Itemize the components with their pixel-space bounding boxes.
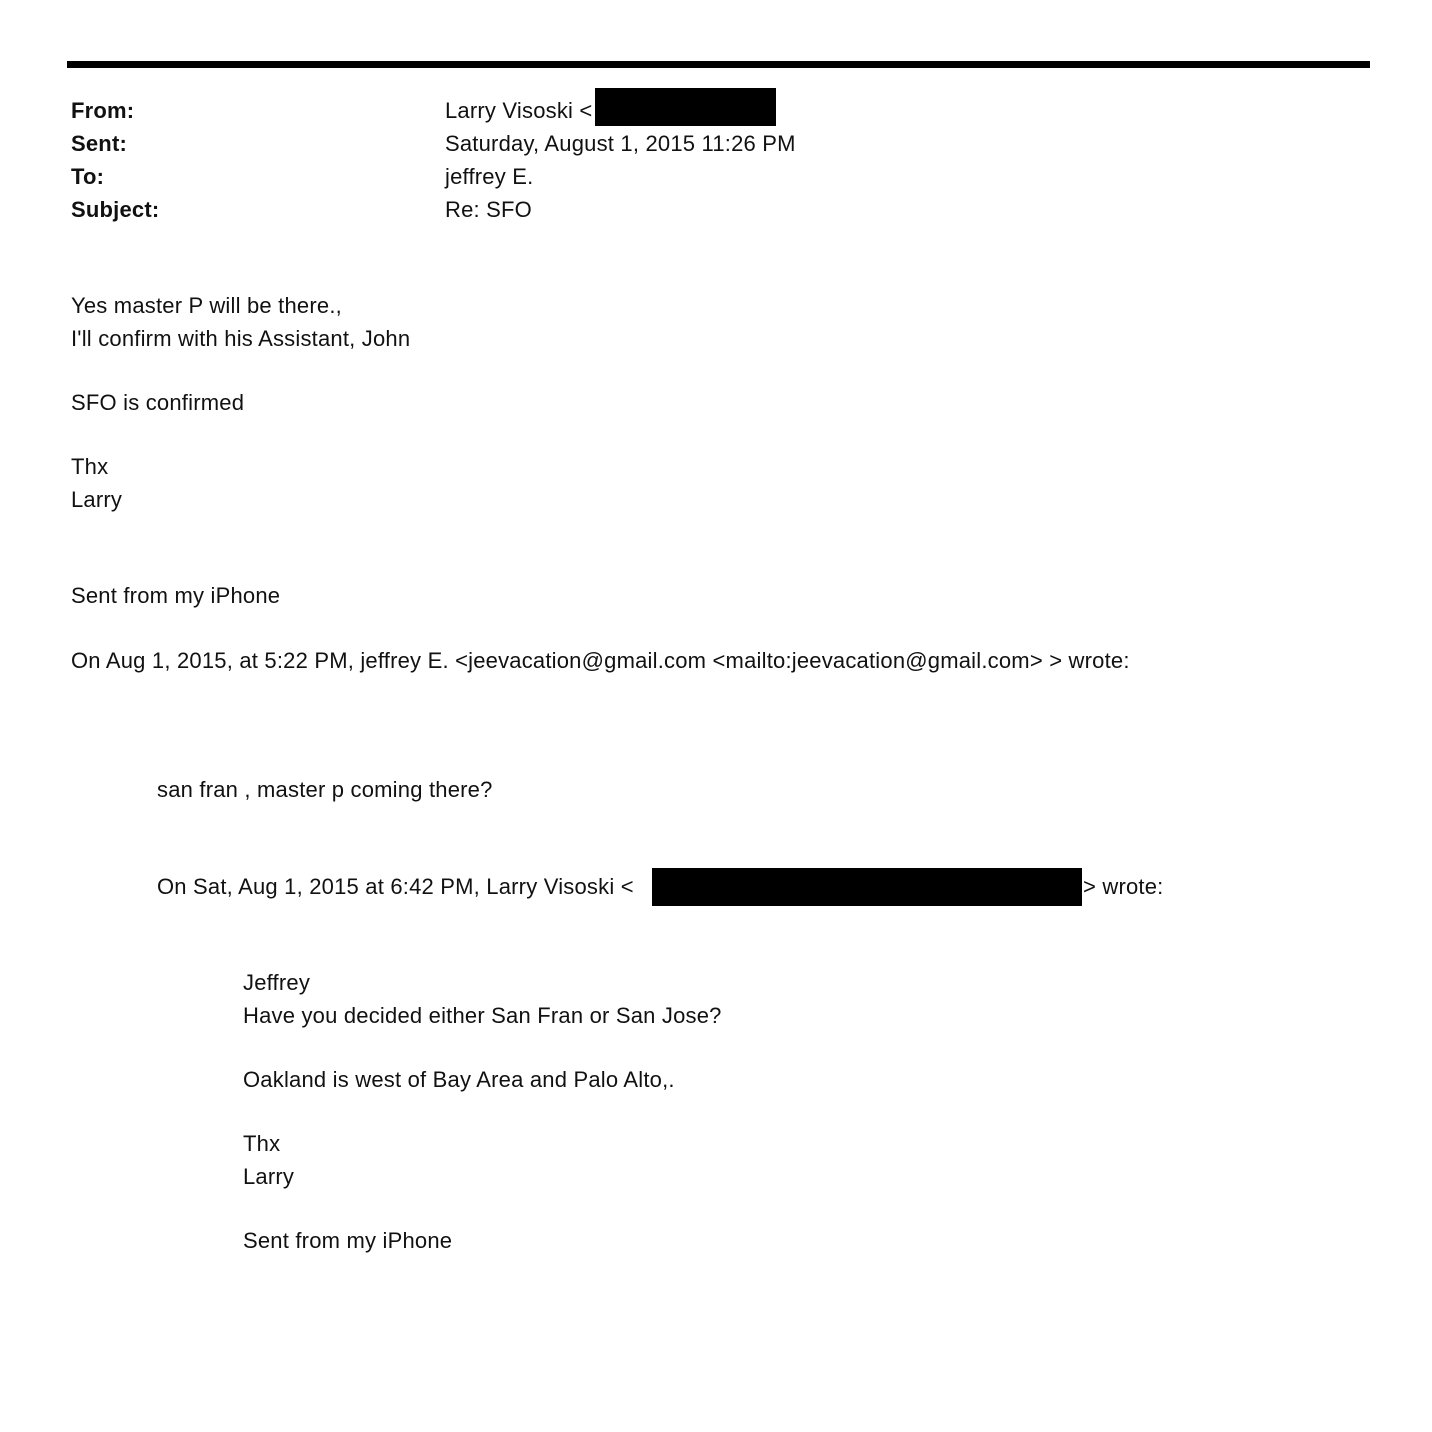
quoted2-line-5: Larry (243, 1164, 295, 1189)
redaction-quoted-email (652, 868, 1082, 906)
subject-value: Re: SFO (445, 197, 532, 222)
quoted1-header-end: > wrote: (1083, 874, 1164, 899)
quoted2-line-3: Oakland is west of Bay Area and Palo Alto,. (243, 1067, 675, 1092)
subject-label: Subject: (71, 197, 160, 222)
reply-line-5: Larry (71, 487, 123, 512)
quoted2-signature: Sent from my iPhone (243, 1228, 453, 1253)
to-value: jeffrey E. (445, 164, 534, 189)
from-label: From: (71, 98, 135, 123)
sent-value: Saturday, August 1, 2015 11:26 PM (445, 131, 796, 156)
reply-quote-header: On Aug 1, 2015, at 5:22 PM, jeffrey E. <jeevacation@gmail.com <mailto:jeevacation@gmail.com> > wrote: (71, 648, 1130, 673)
top-rule (67, 61, 1370, 68)
reply-line-3: SFO is confirmed (71, 390, 245, 415)
reply-signature: Sent from my iPhone (71, 583, 281, 608)
redaction-from-email (595, 88, 776, 126)
quoted2-line-2: Have you decided either San Fran or San Jose? (243, 1003, 722, 1028)
to-label: To: (71, 164, 105, 189)
reply-line-2: I'll confirm with his Assistant, John (71, 326, 411, 351)
quoted2-line-4: Thx (243, 1131, 281, 1156)
reply-line-4: Thx (71, 454, 109, 479)
quoted1-line-1: san fran , master p coming there? (157, 777, 493, 802)
reply-line-1: Yes master P will be there., (71, 293, 342, 318)
quoted1-header-start: On Sat, Aug 1, 2015 at 6:42 PM, Larry Visoski < (157, 874, 634, 899)
sent-label: Sent: (71, 131, 127, 156)
from-value: Larry Visoski < (445, 98, 593, 123)
quoted2-line-1: Jeffrey (243, 970, 311, 995)
